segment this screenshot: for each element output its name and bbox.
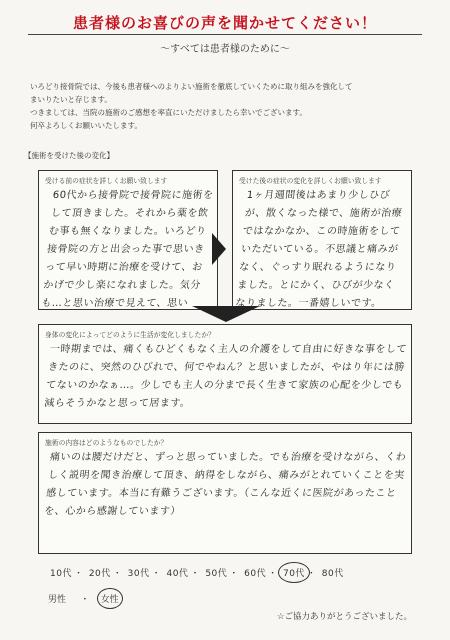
gender-separator: ・ xyxy=(80,595,90,605)
thanks-text: ☆ご協力ありがとうございました。 xyxy=(276,612,412,622)
age-option: 80代 xyxy=(321,569,344,579)
life-change-box xyxy=(38,324,412,424)
age-option-selected: 70代 xyxy=(281,566,307,579)
before-symptoms-box xyxy=(38,170,218,310)
life-change-answer: 一時期までは、痛くもひどくもなく主人の介護をして自由に好きな事をしてきたのに、突然のひびれで、何でやねん？と思いましたが、やはり年には勝てないのかなぁ…。少しでも主人の分まで長く生きて家族の心配を少しでも減らそうかなと思って居ます。 xyxy=(43,344,408,409)
before-symptoms-question: 受ける前の症状を詳しくお願い致します xyxy=(45,177,168,185)
treatment-content-box xyxy=(38,432,412,554)
age-option: 10代 xyxy=(50,569,72,579)
title-rule xyxy=(28,34,422,35)
after-symptoms-box xyxy=(232,170,412,310)
age-option: 50代 xyxy=(205,569,228,579)
age-option: 60代 xyxy=(244,569,267,579)
section-label: 【施術を受けた後の変化】 xyxy=(24,151,114,160)
treatment-content-answer: 痛いのは腰だけだと、ずっと思っていました。でも治療を受けながら、くわしく説明を聞き治療して頂き、納得をしながら、痛みがとれていくことを実感しています。本当に有難うございます。（こんな近くに医院があったことを、心から感謝しています） xyxy=(43,452,407,517)
age-option: 40代 xyxy=(166,569,189,579)
arrow-right-icon xyxy=(212,233,226,265)
intro-line: 何卒よろしくお願いいたします。 xyxy=(30,121,142,130)
life-change-question: 身体の変化によってどのように生活が変化しましたか？ xyxy=(45,331,215,339)
age-option: 30代 xyxy=(127,569,150,579)
treatment-content-question: 施術の内容はどのようなものでしたか？ xyxy=(45,439,168,447)
page-title: 患者様のお喜びの声を聞かせてください！ xyxy=(72,14,377,32)
age-options: 10代 ・ 20代 ・ 30代 ・ 40代 ・ 50代 ・ 60代 ・ 70代 ・ 80代 xyxy=(48,566,346,579)
arrow-down-icon xyxy=(192,306,260,322)
gender-female-selected: 女性 xyxy=(101,592,119,605)
before-symptoms-answer: 60代から接骨院で接骨院に施術をして頂きました。それから薬を飲む事も無くなりました。いろどり接骨院の方と出会った事で思いきって早い時期に治療を受けて、おかげで少し楽になれました。気分も…と思い治療で見えて、思い xyxy=(40,190,215,309)
page-subtitle: 〜すべては患者様のために〜 xyxy=(160,44,290,55)
gender-options xyxy=(48,592,119,605)
intro-text xyxy=(30,80,420,132)
age-option: 20代 xyxy=(88,569,111,579)
after-symptoms-question: 受けた後の症状の変化を詳しくお願い致します xyxy=(239,177,382,185)
intro-line: まいりたいと存じます。 xyxy=(30,95,112,104)
gender-male: 男性 xyxy=(48,595,67,605)
intro-line: いろどり接骨院では、今後も患者様へのよりよい施術を徹底していくために取り組みを強化して xyxy=(30,82,353,91)
after-symptoms-answer: 1ヶ月週間後はあまり少しひびが、散くなった様で、施術が治療ではなかなか、この時施術をしていただいている。不思議と痛みがなく、ぐっすり眠れるようになりました。とにかく、ひびが少なくなりました。一番嬉しいです。 xyxy=(234,190,403,309)
intro-line: つきましては、当院の施術のご感想を率直にいただけましたら幸いでございます。 xyxy=(30,108,307,117)
